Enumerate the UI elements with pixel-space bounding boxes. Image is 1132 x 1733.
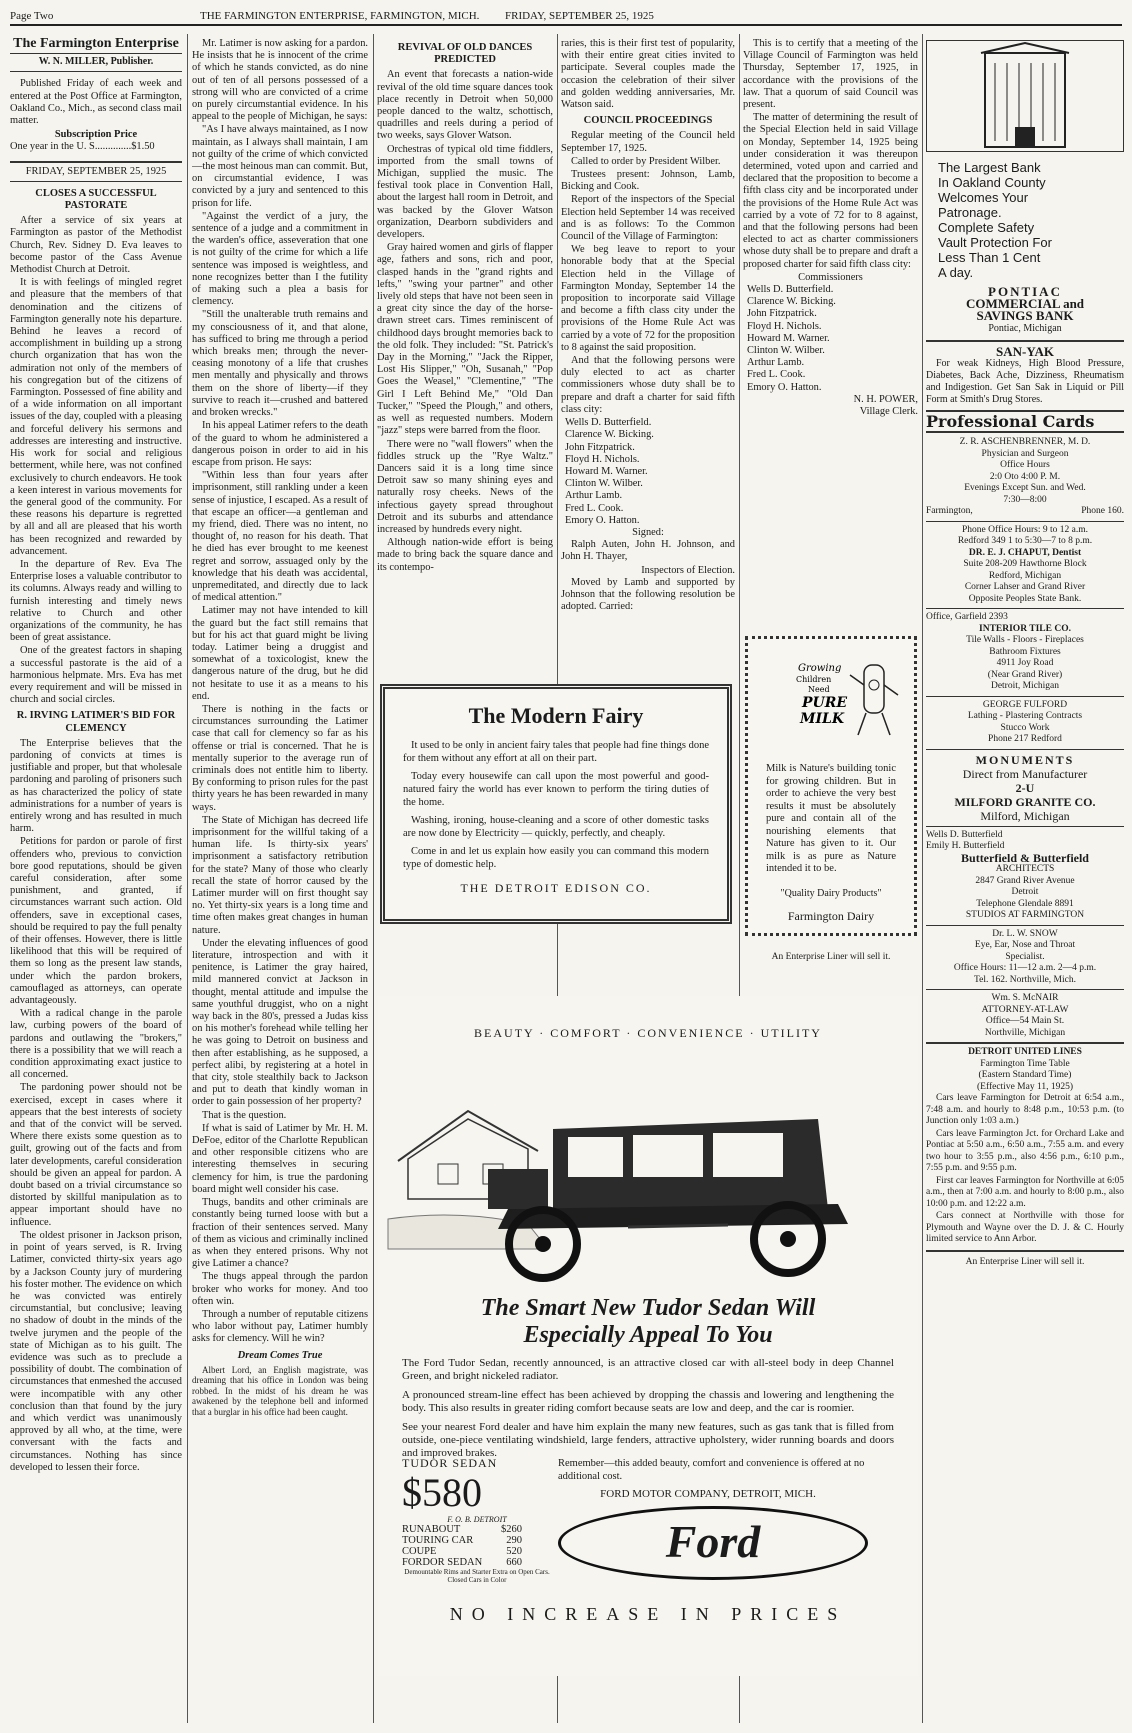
bank-line: Less Than 1 Cent [938,250,1041,265]
column-rule [187,34,188,1723]
clerk-name: N. H. POWER, [853,393,918,405]
card-line: Detroit [1011,887,1039,898]
bank-line: In Oakland County [938,175,1046,190]
article-paragraph: Petitions for pardon or parole of first offenders who, previous to conviction bore good reputations, should be given careful consideration, after some punishment, and granted, if circumstances warrant such action. Old offenders, save in exceptional cases, should be required to pay the full penalty of their offenses. However, there is little likelihood that this will be required of them so long as the present law stands, under which the pardon brokers, camouflaged as attorneys, can operate advantageously. [10,836,182,1007]
card-line: Redford, Michigan [988,570,1062,581]
article-paragraph: In the departure of Rev. Eva The Enterprise loses a valuable contributor to its columns. Always ready and willing to furnish interesting and timely news relative to Church and other organizations of the community, he has been of great assistance. [10,558,182,644]
list-item: John Fitzpatrick. [747,308,817,320]
card-line: Phone Office Hours: 9 to 12 a.m. [962,524,1088,535]
ad-paragraph: The Ford Tudor Sedan, recently announced, is an attractive closed car with all-steel body in deep Channel Green, and bright nickeled radiator. [402,1357,894,1382]
article-paragraph: Mr. Latimer is now asking for a pardon. He insists that he is innocent of the crime of which he stands convicted, as do nine out of ten of all persons possessed of a strong will who are convicted of a crime on purely circumstantial evidence. In his appeal to the people of Michigan, he says: [192,38,368,123]
company-name: FORD MOTOR COMPANY, DETROIT, MICH. [600,1488,816,1500]
table-cell: 290 [506,1535,522,1546]
article-paragraph: Latimer may not have intended to kill the guard but the fact still remains that but for his act that guard might be living today. Latimer being a druggist and somewhat of a toxicologist, knew the dangerous nature of the drug, but he did not hesitate to use it as a means to his end. [192,605,368,702]
masthead-info: Published Friday of each week and entered at the Post Office at Farmington, Oakland Co., Mich., as second class mail matter. [10,78,182,127]
masthead-publisher: W. N. MILLER, Publisher. [10,54,182,72]
table-row [402,1557,522,1568]
art-children: Children [796,675,832,684]
ad-paragraph: A pronounced stream-line effect has been achieved by dropping the chassis and lowering and lengthening the body. This also results in greater riding comfort because seats are low and deep, and the car is roomier. [402,1389,894,1414]
list-item: Arthur Lamb. [747,357,805,369]
bank-line: A day. [938,265,974,280]
card-tile [926,609,1124,697]
card-attorney [926,990,1124,1044]
card-line: Phone 217 Redford [988,734,1062,745]
page-header [10,8,1122,26]
card-line: Milford, Michigan [980,808,1070,823]
timetable-paragraph: Cars leave Farmington Jct. for Orchard Lake and Pontiac at 5:50 a.m., 6:50 a.m., 7:55 a.m. and every two hour to 3:55 p.m., also 4:56 p.m., 6:10 p.m., 7:55 p.m. and 9:55 p.m. [926,1128,1124,1174]
article-paragraph: The oldest prisoner in Jackson prison, in point of years served, is R. Irving Latimer, convicted thirty-six years ago by a Jackson County jury of murdering his foster mother. The evidence on which he was convicted was entirely circumstantial, but conclusive; leaving no shadow of doubt in the minds of the twelve jurymen and the people of the state of Michigan as to his guilt. The evidence was such as to preclude a possibility of doubt. The combination of circumstances that enmeshed the accused were incompatible with any other conclusion than that found by the jury and which verdict was unanimously approved by all who, at the time, were conversant with the facts and circumstances. Nothing has since developed to lessen their force. [10,1229,182,1473]
card-line: 2:0 Oto 4:00 P. M. [989,471,1061,482]
ad-paragraph: It used to be only in ancient fairy tales that people had fine things done for them without any effort at all on their part. [403,740,709,764]
list-item: Wells D. Butterfield. [565,417,652,429]
article-paragraph: Thugs, bandits and other criminals are constantly being turned loose with but a fraction of their sentences served. Many of them as vicious and criminally inclined as when they entered prisons. Why not give Latimer a chance? [192,1197,368,1270]
paper-name: THE FARMINGTON ENTERPRISE, FARMINGTON, MICH. [200,10,480,22]
table-cell: RUNABOUT [402,1524,461,1535]
card-line: Dr. L. W. SNOW [992,928,1058,939]
article-paragraph: Report of the inspectors of the Special Election held September 14 was received and is as follows: To the Common Council of the Village of Farmington: [561,194,735,243]
card-line: 7:30—8:00 [1003,494,1047,505]
model-price: $580 [402,1470,482,1515]
article-paragraph: "As I have always maintained, as I now maintain, as I always shall maintain, I am not guilty of the crime of which convicted—the most heinous man can commit. But, on circumstantial evidence, I was convicted by a jury and sentenced to this prison for life. [192,124,368,209]
table-row [402,1535,522,1546]
article-paragraph: Through a number of reputable citizens who labor without pay, Latimer humbly asks for clemency. Will he win? [192,1308,368,1345]
clerk-title: Village Clerk. [859,406,918,418]
article-title: CLOSES A SUCCESSFUL PASTORATE [35,187,157,212]
column-6 [926,38,1124,1728]
column-5 [743,38,918,468]
bank-city: Pontiac, Michigan [926,323,1124,342]
list-item: Clarence W. Bicking. [747,296,836,308]
card-line: Eye, Ear, Nose and Throat [974,940,1076,951]
article-paragraph: Albert Lord, an English magistrate, was dreaming that his office in London was being robbed. In the midst of his dream he was awakened by the telephone bell and informed that a burglar in his office had been caught. [192,1364,368,1417]
card-line: Direct from Manufacturer [962,766,1088,781]
art-need: Need [808,685,830,694]
table-cell: FORDOR SEDAN [402,1557,483,1568]
masthead-title: The Farmington Enterprise [10,38,182,54]
ad-name: Farmington Dairy [787,908,875,923]
card-line: 2847 Grand River Avenue [975,875,1075,886]
subscription-label: Subscription Price [54,129,138,141]
ad-slogan: NO INCREASE IN PRICES [449,1604,847,1624]
timetable [926,1044,1124,1246]
article-paragraph: The Enterprise believes that the pardoning of convicts at times is justifiable and proper, but that wholesale pardoning and paroling of prisoners such as has characterized the policy of state administrations for a number of years is entirely wrong and has resulted in much harm. [10,737,182,835]
article-title: COUNCIL PROCEEDINGS [583,115,713,127]
professional-cards-title: Professional Cards [926,416,1124,433]
card-line: ATTORNEY-AT-LAW [981,1004,1069,1015]
card-line: Wells D. Butterfield [926,829,1003,840]
card-eye-doctor [926,926,1124,991]
column-rule [922,34,923,1723]
commissioners-label: Commissioners [798,271,863,283]
card-line: Bathroom Fixtures [989,646,1061,657]
article-paragraph: "Against the verdict of a jury, the sentence of a judge and a commitment in the warden's office, asseveration that one is not guilty of the crime for which a life sentence was imposed is weightless, and none recognizes better than I the futility of making such a plea a basis for clemency. [192,210,368,308]
ad-paragraph: Milk is Nature's building tonic for growing children. But in order to achieve the very best results it must be absolutely pure and contain all of the nourishing elements that Nature has given to it. Our milk is as pure as Nature intended it to be. [766,763,896,874]
ad-paragraph: See your nearest Ford dealer and have him explain the many new features, such as gas tank that is filled from outside, one-piece ventilating windshield, large fenders, attractive upholstery, wider running boards and doors and improved brakes. [402,1421,894,1459]
article-title: Dream Comes True [237,1349,323,1361]
ad-paragraph: Come in and let us explain how easily you can command this modern type of domestic help. [403,846,709,870]
bank-line: Welcomes Your [938,190,1029,205]
list-item: Floyd H. Nichols. [565,453,640,465]
timetable-paragraph: Cars connect at Northville with those for Plymouth and Wayne over the D. J. & C. Hourly limited service to Ann Arbor. [926,1211,1124,1245]
article-paragraph: Under the elevating influences of good literature, introspection and with it penitence, is Latimer the gray haired, mild mannered convict at Jackson in thought, mental attitude and impulse the same youthful druggist, who on a night way back in the 80's, pressed a Judas kiss on his mother's forehead while telling her he was going to Detroit on business and then after establishing, as he supposed, a perfect alibi, by registering at a hotel in that city, stole stealthily back to Jackson and put to death that kindly woman in order to gain possession of her property? [192,937,368,1108]
ad-quote: "Quality Dairy Products" [780,887,882,899]
card-line: Emily H. Butterfield [926,841,1005,852]
building-icon [927,41,1123,151]
article-title: R. IRVING LATIMER'S BID FOR CLEMENCY [16,710,176,734]
article-paragraph: An event that forecasts a nation-wide revival of the old time square dances took place recently in Detroit when 50,000 people danced to the waltz, schottisch, quadrilles and reels during a period of two weeks, says Glover Watson. [377,69,553,142]
card-line: Physician and Surgeon [981,448,1069,459]
article-paragraph: Regular meeting of the Council held September 17, 1925. [561,130,735,154]
article-paragraph: The thugs appeal through the pardon broker who works for money. And too often win. [192,1271,368,1307]
table-cell: 520 [506,1546,522,1557]
article-paragraph: "Within less than four years after imprisonment, still rankling under a keen sense of injustice, I escaped. As a result of that escape an officer—a gentleman and my friend, died. There was no intent, no thought of, no reason for his death. That he died has ever brought to me keenest regret and sorrow, assuaged only by the knowledge that his death was accidental, unpremeditated, and directly due to lack of medical attention." [192,470,368,604]
table-cell: TOURING CAR [402,1535,474,1546]
article-paragraph: "Still the unalterable truth remains and my consciousness of it, and that alone, has sufficed to bring me through a period which breaks men; through the never-ceasing monotony of a life that crushes men mentally and physically and throws them on the shore of liberty—if they survive to reach it—crushed and battered and broken wrecks." [192,309,368,419]
list-item: Floyd H. Nichols. [747,320,822,332]
price-table [402,1524,522,1568]
ad-paragraph: Washing, ironing, house-cleaning and a score of other domestic tasks are now done by Electricity — quickly, perfectly, and cheaply. [403,815,709,839]
edison-ad [380,684,732,924]
card-line: Wm. S. McNAIR [991,993,1059,1004]
card-line: MILFORD GRANITE CO. [954,794,1096,809]
bank-name-3: SAVINGS BANK [976,308,1074,324]
name-list [743,284,918,394]
art-milk: MILK [800,711,845,727]
card-line: STUDIOS AT FARMINGTON [965,910,1085,921]
list-item: Clinton W. Wilber. [747,345,825,357]
card-line: Redford 349 1 to 5:30—7 to 8 p.m. [957,536,1093,547]
timetable-paragraph: Cars leave Farmington for Detroit at 6:54 a.m., 7:48 a.m. and hourly to 8:48 p.m., 10:53 p.m. (to Junction only 1:03 a.m.) [926,1093,1124,1127]
article-paragraph: That is the question. [202,1109,287,1121]
list-item: Howard M. Warner. [565,465,648,477]
name-list [561,417,735,527]
card-line: Office Hours: 11—12 a.m. 2—4 p.m. [953,963,1097,974]
ad-signature: THE DETROIT EDISON CO. [460,881,652,895]
remember-note: Remember—this added beauty, comfort and convenience is offered at no additional cost. [558,1458,865,1482]
article-paragraph: The matter of determining the result of the Special Election held in said Village on Monday, September 14, 1925 being under consideration it was thereupon determined, voted upon and carried and declared that the proposition to become a fifth class city and be incorporated under the provisions of the Home Rule Act was carried by a vote of 72 for to 8 against, and that the following persons had been elected to act as charter commissioners whose duty shall be to prepare and draft a proposed charter for said fifth class city: [743,112,918,270]
card-monuments [926,750,1124,827]
article-paragraph: With a radical change in the parole law, curbing powers of the board of pardons and outlawing the "brokers," there is a possibility that we will reach a condition approximating exact justice to all concerned. [10,1008,182,1081]
signed-label: Signed: [632,526,664,538]
article-paragraph: After a service of six years at Farmington as pastor of the Methodist Church, Rev. Sidney D. Eva leaves to become pastor of the Cass Avenue Methodist Church at Detroit. [10,215,182,276]
table-cell: 660 [506,1557,522,1568]
card-line: DR. E. J. CHAPUT, Dentist [968,547,1082,558]
article-paragraph: Moved by Lamb and supported by Johnson that the following resolution be adopted. Carried: [561,576,735,613]
card-line: Office, Garfield 2393 [926,612,1008,623]
sanyak-title: SAN-YAK [995,343,1055,359]
card-line: Butterfield & Butterfield [961,850,1089,865]
article-paragraph: There is nothing in the facts or circumstances surrounding the Latimer case that call for clemency so far as his offense or trial is concerned. That he is mentally superior to the average run of criminals does not entitle him to liberty. By conforming to prison rules for the past thirty years he has been rewarded in many ways. [192,703,368,813]
card-line: Farmington, [926,506,973,517]
card-line: GEORGE FULFORD [982,699,1068,710]
ford-ad [378,996,918,1676]
card-plastering [926,697,1124,750]
article-paragraph: This is to certify that a meeting of the Village Council of Farmington was held Thursday, September 17, 1925, in accordance with the provisions of the law. That a quorum of said Council was present. [743,38,918,111]
card-line: Office Hours [1000,460,1050,471]
article-paragraph: Ralph Auten, John H. Johnson, and John H. Thayer, [561,539,735,563]
article-paragraph: In his appeal Latimer refers to the death of the guard to whom he administered a dangerous poison in order to aid in his escape from prison. He says: [192,420,368,468]
bank-line: Patronage. [938,205,1002,220]
card-line: Phone 160. [1081,506,1124,517]
article-paragraph: One of the greatest factors in shaping a successful pastorate is the aid of a harmonious helpmate. Mrs. Eva has met every requirement and will be missed in church and social circles. [10,645,182,706]
liner-note: An Enterprise Liner will sell it. [771,952,891,962]
article-paragraph: It is with feelings of mingled regret and pleasure that the members of that denomination and the citizens of Farmington generally note his departure. Behind he leaves a record of accomplishment in building up a strong church organization that has won the admiration not only of the members of his congregation but of the citizens of Farmington. Possessed of fine ability and of a wide information on all important issues of the day, coupled with a pleasing and forceful delivery his sermons and addresses are interesting and instructive. His work for social and religious betterment, while here, was not confined exclusively to church endeavors. He took a keen interest in various movements for the general good of the community. For these reasons his departure is regretted by all and all are pleased that his worth has been recognized and rewarded by advancement. [10,277,182,557]
bank-line: The Largest Bank [938,160,1041,175]
list-item: Arthur Lamb. [565,490,623,502]
liner-note: An Enterprise Liner will sell it. [926,1250,1124,1268]
column-2 [192,38,368,1728]
article-paragraph: Trustees present: Johnson, Lamb, Bicking and Cook. [561,169,735,193]
article-paragraph: Orchestras of typical old time fiddlers, imported from the small towns of Michigan, supplied the music. The festival took place in Convention Hall, about the largest hall room in Detroit, and was backed by the Glover Watson organization, Dearborn subdividers and developers. [377,143,553,241]
card-line: Corner Lahser and Grand River [964,582,1086,593]
card-line: Lathing - Plastering Contracts [967,711,1083,722]
card-line: Northville, Michigan [984,1027,1066,1038]
bank-building-illustration [926,40,1124,152]
card-line: MONUMENTS [975,752,1075,767]
column-3 [377,38,553,668]
bank-line: Complete Safety [938,220,1035,235]
article-paragraph: And that the following persons were duly elected to act as charter commissioners whose duty shall be to prepare and draft a charter for said fifth class city: [561,355,735,415]
sanyak-text: For weak Kidneys, High Blood Pressure, Diabetes, Back Ache, Dizziness, Rheumatism and Indigestion. Get San Sak in Liquid or Pill Form at Smith's Drug Stores. [926,358,1124,412]
card-line: Z. R. ASCHENBRENNER, M. D. [959,437,1091,448]
model-name: TUDOR SEDAN [402,1456,498,1470]
column-1 [10,38,182,1728]
card-physician [926,437,1124,522]
card-line: INTERIOR TILE CO. [979,623,1071,634]
timetable-paragraph: First car leaves Farmington for Northville at 6:05 a.m., then at 7:00 a.m. and hourly to 8:00 p.m., also 10:00 p.m. and 12:22 a.m. [926,1175,1124,1209]
list-item: Fred L. Cook. [747,369,806,381]
ad-paragraph: Today every housewife can call upon the most powerful and good-natured fairy the world has ever known to perform the tiring duties of the home. [403,771,709,808]
art-pure: PURE [802,695,848,711]
article-paragraph: Called to order by President Wilber. [571,155,721,167]
art-growing: Growing [798,663,842,674]
header-date: FRIDAY, SEPTEMBER 25, 1925 [505,10,654,22]
article-paragraph: The pardoning power should not be exercised, except in cases where it appears that the best interests of society and that of the convict will be served. Where there exists some question as to guilt, growing out of the facts and from later developments, careful consideration should be given an appeal for pardon. A doubt based on a trivial circumstance so distorted by skillful manipulation as to appear important should have no influence. [10,1082,182,1228]
price-note: Demountable Rims and Starter Extra on Open Cars. Closed Cars in Color [404,1568,550,1584]
card-line: Stucco Work [1000,722,1050,733]
inspectors-label: Inspectors of Election. [641,564,735,576]
ad-tagline: BEAUTY · COMFORT · CONVENIENCE · UTILITY [474,1026,822,1040]
article-title: REVIVAL OF OLD DANCES PREDICTED [397,42,533,66]
card-line: Detroit, Michigan [990,681,1060,692]
list-item: Clarence W. Bicking. [565,429,654,441]
list-item: Clinton W. Wilber. [565,478,643,490]
bank-name-2: COMMERCIAL and [965,296,1085,312]
card-line: Suite 208-209 Hawthorne Block [963,559,1087,570]
card-dentist [926,522,1124,610]
article-paragraph: Although nation-wide effort is being made to bring back the square dance and its contempo- [377,537,553,573]
list-item: Fred L. Cook. [565,502,624,514]
column-rule [373,34,374,1723]
list-item: Wells D. Butterfield. [747,284,834,296]
bank-name-1: PONTIAC [988,284,1062,299]
list-item: Emory O. Hatton. [565,514,640,526]
table-cell: $260 [501,1524,522,1535]
article-paragraph: Gray haired women and girls of flapper age, fathers and sons, rich and poor, clasped hands in the "grand rights and lefts," "swing your partner" and other lively old steps that have not been seen in a great city since the day of the horse-drawn street cars. Times reminiscent of childhood days brought memories back to the old folk. They included: "St. Patrick's Day in the Morning," "Jack the Ripper, Lost His Slipper," "Oh, Susanah," "Pop Goes the Weasel," "Clementine," "The Girl I Left Behind Me," "Old Dan Tucker," "Speed the Plough," and others, as well as requested numbers. Modern "jazz" steps were barred from the floor. [377,242,553,437]
timetable-title: DETROIT UNITED LINES [968,1047,1082,1058]
card-line: 4911 Joy Road [996,658,1054,669]
bank-ad-text [926,160,1124,280]
subscription-line: One year in the U. S..............$1.50 [10,141,155,153]
milk-bottle-icon [758,645,906,745]
article-paragraph: If what is said of Latimer by Mr. H. M. DeFoe, editor of the Charlotte Republican and other responsible citizens who are interesting themselves in securing clemency for him, is true the pardoning board might well consider his case. [192,1122,368,1195]
column-4 [561,38,735,668]
table-row [402,1546,522,1557]
card-line: (Near Grand River) [987,669,1063,680]
car-illustration-icon [378,1049,918,1289]
table-cell: COUPE [402,1546,437,1557]
ad-title: The Modern Fairy [468,703,644,728]
ad-headline-2: Especially Appeal To You [523,1322,773,1348]
dairy-ad [745,636,917,936]
list-item: Howard M. Warner. [747,332,830,344]
article-paragraph: There were no "wall flowers" when the fiddles struck up the "Rye Waltz." Dancers said it is a long time since Detroit saw so many shining eyes and naturally rosy cheeks. News of the infectious gayety spread throughout Detroit and its suburbs and attendance increased by hundreds every night. [377,438,553,535]
ad-headline-1: The Smart New Tudor Sedan Will [480,1295,816,1321]
bank-line: Vault Protection For [938,235,1052,250]
ford-logo: Ford [558,1506,868,1580]
card-line: 2-U [1015,780,1035,795]
price-block [402,1456,552,1584]
timetable-zone: (Eastern Standard Time) [978,1070,1072,1081]
card-architects [926,827,1124,926]
table-row [402,1524,522,1535]
timetable-effective: (Effective May 11, 1925) [976,1081,1074,1092]
article-paragraph: The State of Michigan has decreed life imprisonment for the willful taking of a human life. Is thirty-six years' imprisonment a satisfactory retribution for the state? Many of those who clearly recall the state of horror caused by the Latimer murder will on first thought say no. Yet thirty-six years is a long time and time often makes great changes in human nature. [192,814,368,936]
list-item: John Fitzpatrick. [565,441,635,453]
list-item: Emory O. Hatton. [747,381,822,393]
article-paragraph: We beg leave to report to your honorable body that at the Special Election held in the Village of Farmington Monday, September 14 the proposition to incorporate said Village and become a fifth class city under the provisions of the Home Rule Act was carried by a vote of 72 for the proposition to 8 against the said proposition. [561,244,735,353]
card-line: Office—54 Main St. [985,1016,1065,1027]
timetable-subtitle: Farmington Time Table [980,1058,1070,1069]
card-line: ARCHITECTS [995,864,1055,875]
card-line: Tel. 162. Northville, Mich. [974,974,1076,985]
masthead-date: FRIDAY, SEPTEMBER 25, 1925 [10,161,182,182]
card-line: Opposite Peoples State Bank. [968,593,1082,604]
card-line: Tile Walls - Floors - Fireplaces [966,635,1084,646]
card-line: Telephone Glendale 8891 [976,898,1074,909]
card-line: Specialist. [1005,951,1045,962]
page-number: Page Two [10,10,54,22]
fob-note: F. O. B. DETROIT [447,1515,507,1524]
article-paragraph: raries, this is their first test of popularity, with their entire great cities invited to participate. Several couples made the occasion the celebration of their silver and golden wedding anniversaries, Mr. Watson said. [561,38,735,111]
card-line: Evenings Except Sun. and Wed. [964,483,1086,494]
